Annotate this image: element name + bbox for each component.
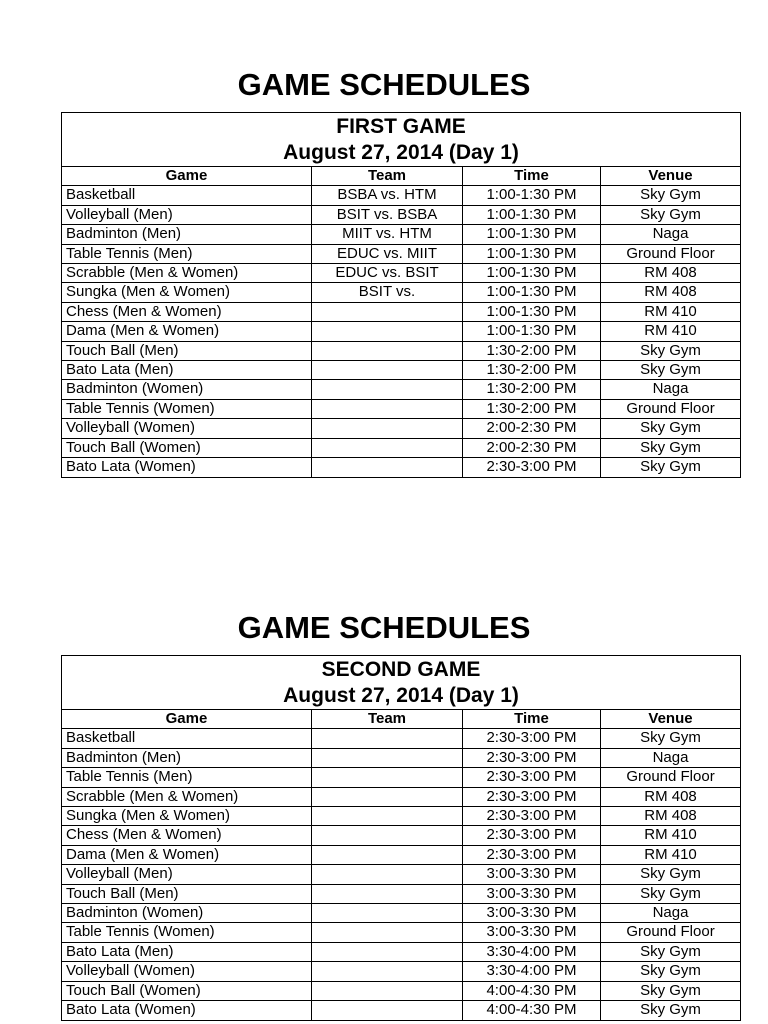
cell-venue: RM 408 [601, 787, 741, 806]
cell-venue: Ground Floor [601, 768, 741, 787]
cell-venue: Sky Gym [601, 884, 741, 903]
cell-team [312, 302, 463, 321]
cell-time: 1:00-1:30 PM [463, 283, 601, 302]
cell-team [312, 942, 463, 961]
cell-time: 1:30-2:00 PM [463, 380, 601, 399]
table-row [62, 264, 741, 283]
cell-team [312, 399, 463, 418]
cell-game: Chess (Men & Women) [62, 826, 312, 845]
schedule-first-game [61, 112, 740, 478]
column-header-time: Time [463, 710, 601, 729]
cell-team [312, 438, 463, 457]
cell-game: Touch Ball (Men) [62, 341, 312, 360]
cell-venue: Naga [601, 904, 741, 923]
cell-time: 1:00-1:30 PM [463, 322, 601, 341]
cell-game: Volleyball (Women) [62, 419, 312, 438]
cell-game: Dama (Men & Women) [62, 845, 312, 864]
table-row [62, 884, 741, 903]
cell-time: 1:30-2:00 PM [463, 361, 601, 380]
cell-venue: Sky Gym [601, 419, 741, 438]
cell-game: Sungka (Men & Women) [62, 807, 312, 826]
cell-venue: RM 410 [601, 826, 741, 845]
table-row [62, 729, 741, 748]
cell-time: 3:30-4:00 PM [463, 942, 601, 961]
table-row [62, 845, 741, 864]
table-row [62, 942, 741, 961]
cell-game: Scrabble (Men & Women) [62, 264, 312, 283]
table-row [62, 787, 741, 806]
cell-game: Table Tennis (Men) [62, 244, 312, 263]
cell-time: 1:00-1:30 PM [463, 244, 601, 263]
cell-time: 2:30-3:00 PM [463, 787, 601, 806]
cell-venue: Sky Gym [601, 458, 741, 477]
table-row [62, 748, 741, 767]
schedule-second-game [61, 655, 740, 1021]
cell-game: Scrabble (Men & Women) [62, 787, 312, 806]
cell-game: Bato Lata (Men) [62, 361, 312, 380]
cell-venue: RM 410 [601, 322, 741, 341]
cell-game: Badminton (Men) [62, 748, 312, 767]
cell-game: Touch Ball (Women) [62, 981, 312, 1000]
cell-team [312, 845, 463, 864]
table-row [62, 205, 741, 224]
table-row [62, 380, 741, 399]
cell-time: 2:30-3:00 PM [463, 768, 601, 787]
table-row [62, 807, 741, 826]
column-header-venue: Venue [601, 167, 741, 186]
cell-game: Badminton (Men) [62, 225, 312, 244]
cell-venue: Naga [601, 748, 741, 767]
cell-venue: RM 408 [601, 264, 741, 283]
cell-venue: Sky Gym [601, 981, 741, 1000]
cell-team [312, 458, 463, 477]
cell-game: Basketball [62, 186, 312, 205]
column-header-row [62, 167, 741, 186]
cell-game: Dama (Men & Women) [62, 322, 312, 341]
cell-venue: Ground Floor [601, 923, 741, 942]
cell-venue: Sky Gym [601, 361, 741, 380]
cell-team [312, 768, 463, 787]
cell-team [312, 419, 463, 438]
table-row [62, 322, 741, 341]
cell-venue: RM 408 [601, 807, 741, 826]
cell-team [312, 748, 463, 767]
table-row [62, 1001, 741, 1020]
column-header-game: Game [62, 167, 312, 186]
table-row [62, 399, 741, 418]
table-row [62, 283, 741, 302]
cell-team: BSBA vs. HTM [312, 186, 463, 205]
cell-venue: Sky Gym [601, 962, 741, 981]
cell-time: 1:00-1:30 PM [463, 186, 601, 205]
cell-team [312, 322, 463, 341]
cell-time: 4:00-4:30 PM [463, 1001, 601, 1020]
cell-team [312, 923, 463, 942]
table-caption [62, 113, 741, 167]
table-row [62, 458, 741, 477]
cell-game: Sungka (Men & Women) [62, 283, 312, 302]
table-body [62, 186, 741, 477]
cell-time: 1:00-1:30 PM [463, 225, 601, 244]
cell-time: 1:30-2:00 PM [463, 399, 601, 418]
cell-game: Bato Lata (Women) [62, 458, 312, 477]
cell-venue: Sky Gym [601, 865, 741, 884]
column-header-team: Team [312, 167, 463, 186]
table-row [62, 361, 741, 380]
cell-team [312, 807, 463, 826]
column-header-time: Time [463, 167, 601, 186]
table-row [62, 865, 741, 884]
cell-time: 1:00-1:30 PM [463, 264, 601, 283]
table-caption [62, 656, 741, 710]
cell-team [312, 787, 463, 806]
cell-venue: Ground Floor [601, 399, 741, 418]
cell-time: 2:00-2:30 PM [463, 438, 601, 457]
schedule-table [61, 112, 741, 478]
cell-game: Volleyball (Women) [62, 962, 312, 981]
game-label: FIRST GAME [336, 115, 466, 138]
table-body [62, 729, 741, 1020]
cell-game: Basketball [62, 729, 312, 748]
table-row [62, 419, 741, 438]
cell-game: Volleyball (Men) [62, 205, 312, 224]
cell-team [312, 380, 463, 399]
table-caption-row [62, 113, 741, 167]
cell-game: Volleyball (Men) [62, 865, 312, 884]
cell-game: Chess (Men & Women) [62, 302, 312, 321]
cell-venue: Sky Gym [601, 942, 741, 961]
cell-venue: RM 410 [601, 302, 741, 321]
table-row [62, 904, 741, 923]
date-label: August 27, 2014 (Day 1) [283, 141, 519, 164]
cell-team [312, 962, 463, 981]
cell-time: 1:00-1:30 PM [463, 302, 601, 321]
cell-team [312, 884, 463, 903]
cell-venue: RM 408 [601, 283, 741, 302]
cell-game: Table Tennis (Men) [62, 768, 312, 787]
cell-team [312, 729, 463, 748]
cell-venue: Sky Gym [601, 186, 741, 205]
cell-time: 2:00-2:30 PM [463, 419, 601, 438]
table-row [62, 244, 741, 263]
cell-team [312, 826, 463, 845]
table-row [62, 962, 741, 981]
cell-venue: RM 410 [601, 845, 741, 864]
cell-game: Badminton (Women) [62, 904, 312, 923]
table-row [62, 981, 741, 1000]
column-header-game: Game [62, 710, 312, 729]
cell-game: Bato Lata (Men) [62, 942, 312, 961]
cell-team [312, 981, 463, 1000]
cell-time: 4:00-4:30 PM [463, 981, 601, 1000]
cell-venue: Sky Gym [601, 729, 741, 748]
cell-time: 2:30-3:00 PM [463, 807, 601, 826]
cell-game: Badminton (Women) [62, 380, 312, 399]
column-header-team: Team [312, 710, 463, 729]
cell-team: BSIT vs. [312, 283, 463, 302]
cell-game: Table Tennis (Women) [62, 399, 312, 418]
cell-venue: Sky Gym [601, 205, 741, 224]
cell-time: 3:00-3:30 PM [463, 884, 601, 903]
cell-time: 1:00-1:30 PM [463, 205, 601, 224]
table-row [62, 302, 741, 321]
column-header-venue: Venue [601, 710, 741, 729]
cell-time: 2:30-3:00 PM [463, 458, 601, 477]
cell-time: 3:30-4:00 PM [463, 962, 601, 981]
cell-time: 2:30-3:00 PM [463, 729, 601, 748]
cell-venue: Sky Gym [601, 438, 741, 457]
cell-time: 2:30-3:00 PM [463, 826, 601, 845]
cell-venue: Naga [601, 225, 741, 244]
cell-team [312, 865, 463, 884]
cell-venue: Naga [601, 380, 741, 399]
cell-time: 3:00-3:30 PM [463, 904, 601, 923]
cell-team: BSIT vs. BSBA [312, 205, 463, 224]
cell-time: 1:30-2:00 PM [463, 341, 601, 360]
game-label: SECOND GAME [321, 658, 481, 681]
cell-time: 2:30-3:00 PM [463, 845, 601, 864]
cell-venue: Ground Floor [601, 244, 741, 263]
table-row [62, 438, 741, 457]
cell-game: Touch Ball (Men) [62, 884, 312, 903]
cell-time: 2:30-3:00 PM [463, 748, 601, 767]
cell-game: Table Tennis (Women) [62, 923, 312, 942]
table-caption-row [62, 656, 741, 710]
table-row [62, 225, 741, 244]
cell-team: EDUC vs. MIIT [312, 244, 463, 263]
cell-team [312, 361, 463, 380]
cell-team [312, 904, 463, 923]
table-row [62, 186, 741, 205]
cell-venue: Sky Gym [601, 1001, 741, 1020]
cell-game: Bato Lata (Women) [62, 1001, 312, 1020]
cell-team [312, 1001, 463, 1020]
page-title: GAME SCHEDULES [237, 610, 531, 645]
cell-time: 3:00-3:30 PM [463, 865, 601, 884]
cell-team [312, 341, 463, 360]
table-row [62, 923, 741, 942]
table-row [62, 768, 741, 787]
cell-venue: Sky Gym [601, 341, 741, 360]
table-row [62, 826, 741, 845]
table-row [62, 341, 741, 360]
date-label: August 27, 2014 (Day 1) [283, 684, 519, 707]
page-title: GAME SCHEDULES [237, 67, 531, 102]
cell-team: EDUC vs. BSIT [312, 264, 463, 283]
cell-time: 3:00-3:30 PM [463, 923, 601, 942]
schedule-table [61, 655, 741, 1021]
cell-game: Touch Ball (Women) [62, 438, 312, 457]
column-header-row [62, 710, 741, 729]
cell-team: MIIT vs. HTM [312, 225, 463, 244]
